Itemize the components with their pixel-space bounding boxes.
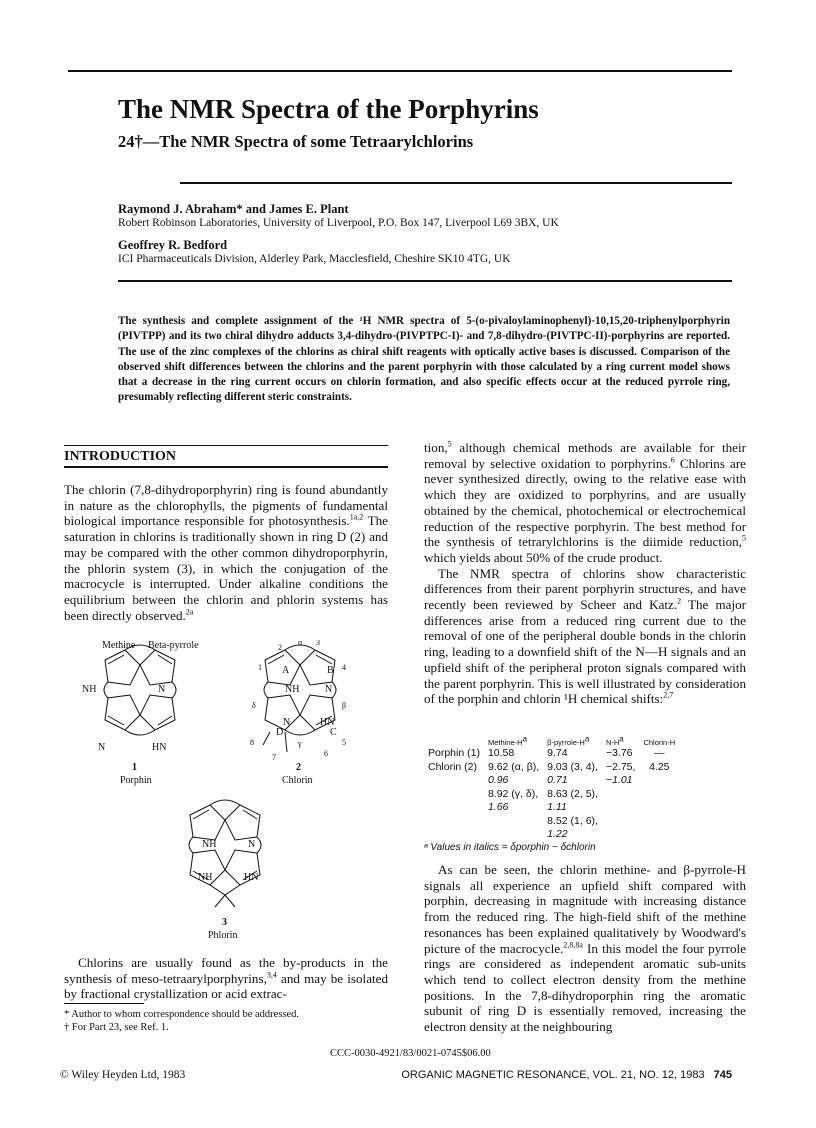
position-label: 1 <box>258 663 262 672</box>
table-cell: 4.25 <box>649 760 670 773</box>
author-affiliation: Robert Robinson Laboratories, University of Liverpool, P.O. Box 147, Liverpool L69 3BX, UK <box>118 217 559 229</box>
table-cell: 1.22 <box>547 828 568 840</box>
table-cell <box>602 815 640 829</box>
hn-label: HN <box>320 717 335 728</box>
table-row <box>424 747 679 761</box>
compound-name-chlorin: Chlorin <box>282 775 313 786</box>
table-row <box>424 761 679 775</box>
table-cell: Chlorin (2) <box>428 760 478 773</box>
compound-number-1: 1 <box>132 762 137 773</box>
footnote-dagger: † For Part 23, see Ref. 1. <box>64 1022 169 1033</box>
n-label: N <box>158 684 166 695</box>
chemical-structures-figure <box>80 640 380 945</box>
ring-c: C <box>330 727 337 738</box>
table-cell <box>484 828 543 842</box>
nh-label: NH <box>198 872 213 883</box>
table-cell <box>424 801 484 815</box>
n-label: N <box>325 684 333 695</box>
top-rule <box>68 70 732 72</box>
text-span: tion, <box>424 440 448 455</box>
article-code: CCC-0030-4921/83/0021-0745$06.00 <box>330 1048 491 1059</box>
section-heading: INTRODUCTION <box>64 449 177 464</box>
footnote-star: * Author to whom correspondence should be addressed. <box>64 1009 300 1020</box>
header-sup: a <box>522 734 528 744</box>
hn-label: HN <box>152 742 167 753</box>
compound-name-porphin: Porphin <box>120 775 152 786</box>
citation: 5 <box>447 439 452 449</box>
text-span: The chlorin (7,8-dihydroporphyrin) ring is found abundantly in nature as the chlorophylls, the pigments of fundamental biological importance responsible for photosynthesis. <box>64 482 388 529</box>
citation: 2a <box>185 607 194 617</box>
author-block-1 <box>118 202 559 229</box>
header-text: N-H <box>605 738 620 747</box>
text-span: although chemical methods are available for their removal by selective oxidation to porphyrins. <box>424 440 746 471</box>
position-label: γ <box>298 739 302 748</box>
position-label: 7 <box>272 753 276 762</box>
ring-b: B <box>327 665 334 676</box>
table-cell <box>424 828 484 842</box>
position-label: β <box>342 701 347 710</box>
position-label: 3 <box>316 640 320 647</box>
citation: 2 <box>677 596 682 606</box>
text-span: The saturation in chlorins is traditionally shown in ring D (2) and may be compared with the other common dihydroporphyrin, the phlorin system (3), in which the conjugation of the macrocycle is interrupted. Under alkaline conditions the equilibrium between the chlorin and phlorin systems has been directly observed. <box>64 513 388 623</box>
table-cell: 10.58 <box>487 747 515 759</box>
citation: 3,4 <box>266 970 277 980</box>
citation: 2,8,8a <box>563 940 583 950</box>
position-label: 2 <box>278 643 282 652</box>
table-cell <box>639 801 679 815</box>
text-span: As can be seen, the chlorin methine- and β-pyrrole-H signals all experience an upfield shift compared with porphin, decreasing in magnitude with increasing distance from the reduced ring. The high-field shift of the methine resonances has been explained qualitatively by Woodward's picture of the macrocycle. <box>424 862 746 956</box>
table-cell <box>639 815 679 829</box>
ring-d: D <box>276 727 284 738</box>
paragraph <box>424 566 746 707</box>
compound-number-2: 2 <box>296 762 301 773</box>
table-cell: 9.62 (α, β), <box>487 760 540 773</box>
position-label: 4 <box>342 663 346 672</box>
text-span: The major differences arise from a reduced ring current due to the removal of one of the peripheral double bonds in the chlorin ring, leading to a downfield shift of the N—H signals and an upfield shift of the peripheral proton signals compared with the parent porphyrin. This is well illustrated by consideration of the porphin and chlorin ¹H chemical shifts: <box>424 597 746 707</box>
table-cell <box>639 788 679 802</box>
table-header: Chlorin-H <box>643 738 676 747</box>
table-cell <box>602 828 640 842</box>
compound-name-phlorin: Phlorin <box>208 930 238 941</box>
abstract: The synthesis and complete assignment of the ¹H NMR spectra of 5-(o-pivaloylaminophenyl)-10,15,20-triphenylporphyrin (PIVTPP) and its two chiral dihydro adducts 3,4-dihydro-(PIVPTPC-I)- and 7,8-dihydro-(PIVTPC-II)-porphyrins are reported. The use of the zinc complexes of the chlorins as chiral shift reagents with optically active bases is discussed. Comparison of the observed shift differences between the chlorins and the parent porphyrin with those calculated by a ring current model shows that a decrease in the ring current occurs on chlorin formation, and also specific effects occur at the reduced pyrrole ring, presumably reflecting different steric constraints. <box>118 315 730 404</box>
table-cell: 1.11 <box>547 801 567 813</box>
hn-label: HN <box>244 872 259 883</box>
table-row <box>424 774 679 788</box>
table-cell <box>424 774 484 788</box>
table-cell: 9.03 (3, 4), <box>547 760 598 773</box>
text-span: Chlorins are never synthesized directly, owing to the relative ease with which they are oxidized to porphyrins, and are usually obtained by the chemical, photochemical or electrochemical reduction of the respective porphyrin. The best method for the synthesis of tetrarylchlorins is the diimide reduction, <box>424 455 746 550</box>
table-row <box>424 801 679 815</box>
journal-name: ORGANIC MAGNETIC RESONANCE, VOL. 21, NO. 12, 1983 <box>401 1069 705 1081</box>
section-rule-top <box>64 445 388 446</box>
section-rule-bottom <box>64 466 388 468</box>
table-cell: 1.66 <box>487 801 509 813</box>
author-names: Raymond J. Abraham* and James E. Plant <box>118 202 349 216</box>
table-cell <box>424 815 484 829</box>
table-cell <box>602 801 640 815</box>
table-row <box>424 828 679 842</box>
table-cell <box>639 774 679 788</box>
nh-label: NH <box>202 839 217 850</box>
text-span: which yields about 50% of the crude product. <box>424 549 663 565</box>
table-cell: 8.92 (γ, δ), <box>487 787 539 800</box>
left-column-intro <box>64 482 388 623</box>
paragraph <box>64 955 388 1002</box>
paragraph <box>424 440 746 566</box>
table-row <box>424 815 679 829</box>
header-sup: a <box>584 734 590 744</box>
paragraph <box>64 482 388 623</box>
citation: 6 <box>670 455 675 465</box>
footnote-rule <box>64 1003 144 1004</box>
text-span: Chlorins are usually found as the by-products in the synthesis of meso-tetraarylporphyrins, <box>64 955 388 986</box>
n-label: N <box>98 742 106 753</box>
position-label: 8 <box>250 738 254 747</box>
table-header <box>602 734 640 747</box>
phlorin-structure <box>189 800 261 907</box>
title-bottom-rule <box>180 182 732 184</box>
n-label: N <box>283 717 291 728</box>
table-cell: 0.96 <box>487 774 509 786</box>
citation: 1a,2 <box>349 513 364 523</box>
compound-number-3: 3 <box>222 917 227 928</box>
table-header <box>424 738 484 747</box>
table-cell: Porphin (1) <box>428 747 480 759</box>
table-cell <box>484 815 543 829</box>
nh-label: NH <box>285 684 300 695</box>
position-label: 6 <box>324 749 328 758</box>
table-header-row <box>424 738 679 747</box>
citation: 2,7 <box>663 690 674 700</box>
n-label: N <box>248 839 256 850</box>
position-label: α <box>298 640 303 647</box>
footnotes <box>64 1008 388 1034</box>
text-span: and may be isolated by fractional crystallization or acid extrac- <box>64 970 388 1002</box>
label-methine: Methine <box>102 640 136 651</box>
article-subtitle: 24†—The NMR Spectra of some Tetraarylchlorins <box>118 132 474 151</box>
citation: 5 <box>742 533 746 543</box>
table-header <box>543 734 602 747</box>
table-header <box>484 734 543 747</box>
article-title: The NMR Spectra of the Porphyrins <box>118 94 539 124</box>
right-column-top <box>424 440 746 707</box>
text-span: The NMR spectra of chlorins show characteristic differences from their parent porphyrin structures, and have recently been reviewed by Scheer and Katz. <box>424 565 746 613</box>
author-block-2 <box>118 238 511 265</box>
author-affiliation: ICI Pharmaceuticals Division, Alderley Park, Macclesfield, Cheshire SK10 4TG, UK <box>118 253 511 265</box>
header-sup: a <box>619 734 624 744</box>
label-beta-pyrrole: Beta-pyrrole <box>148 640 199 651</box>
table-cell: −1.01 <box>605 774 633 786</box>
header-text: Methine-H <box>487 738 523 747</box>
table-cell: 0.71 <box>547 774 568 786</box>
table-footnote: ᵃ Values in italics = δporphin − δchlorin <box>424 842 596 853</box>
paragraph <box>424 862 746 1035</box>
author-names: Geoffrey R. Bedford <box>118 238 228 252</box>
copyright: © Wiley Heyden Ltd, 1983 <box>60 1069 186 1081</box>
position-label: δ <box>252 701 256 710</box>
table-row <box>424 788 679 802</box>
page-number: 745 <box>713 1069 732 1081</box>
table-cell: 9.74 <box>547 747 568 759</box>
table-cell: 8.52 (1, 6), <box>547 814 598 827</box>
authors-bottom-rule <box>118 280 732 282</box>
table-cell: — <box>654 747 665 759</box>
chlorin-structure <box>263 645 336 752</box>
table-cell <box>424 788 484 802</box>
text-span: In this model the four pyrrole rings are considered as independent aromatic sub-units which tend to collect electron density from the methine positions. In the 7,8-dihydroporphin ring the aromatic subunit of ring D is essentially removed, increasing the electron density at the neighbouring <box>424 940 746 1035</box>
table-cell: −3.76 <box>605 747 633 759</box>
left-column-continued <box>64 955 388 1002</box>
nh-label: NH <box>82 684 97 695</box>
ring-a: A <box>282 665 290 676</box>
table-cell <box>639 828 679 842</box>
position-label: 5 <box>342 738 346 747</box>
table-cell <box>602 788 640 802</box>
table-cell: −2.75, <box>605 760 636 773</box>
journal-info <box>401 1069 732 1081</box>
right-column-bottom <box>424 862 746 1035</box>
table-cell: 8.63 (2, 5), <box>547 787 598 800</box>
chemical-shift-table <box>424 734 679 842</box>
header-text: β-pyrrole-H <box>547 738 585 747</box>
